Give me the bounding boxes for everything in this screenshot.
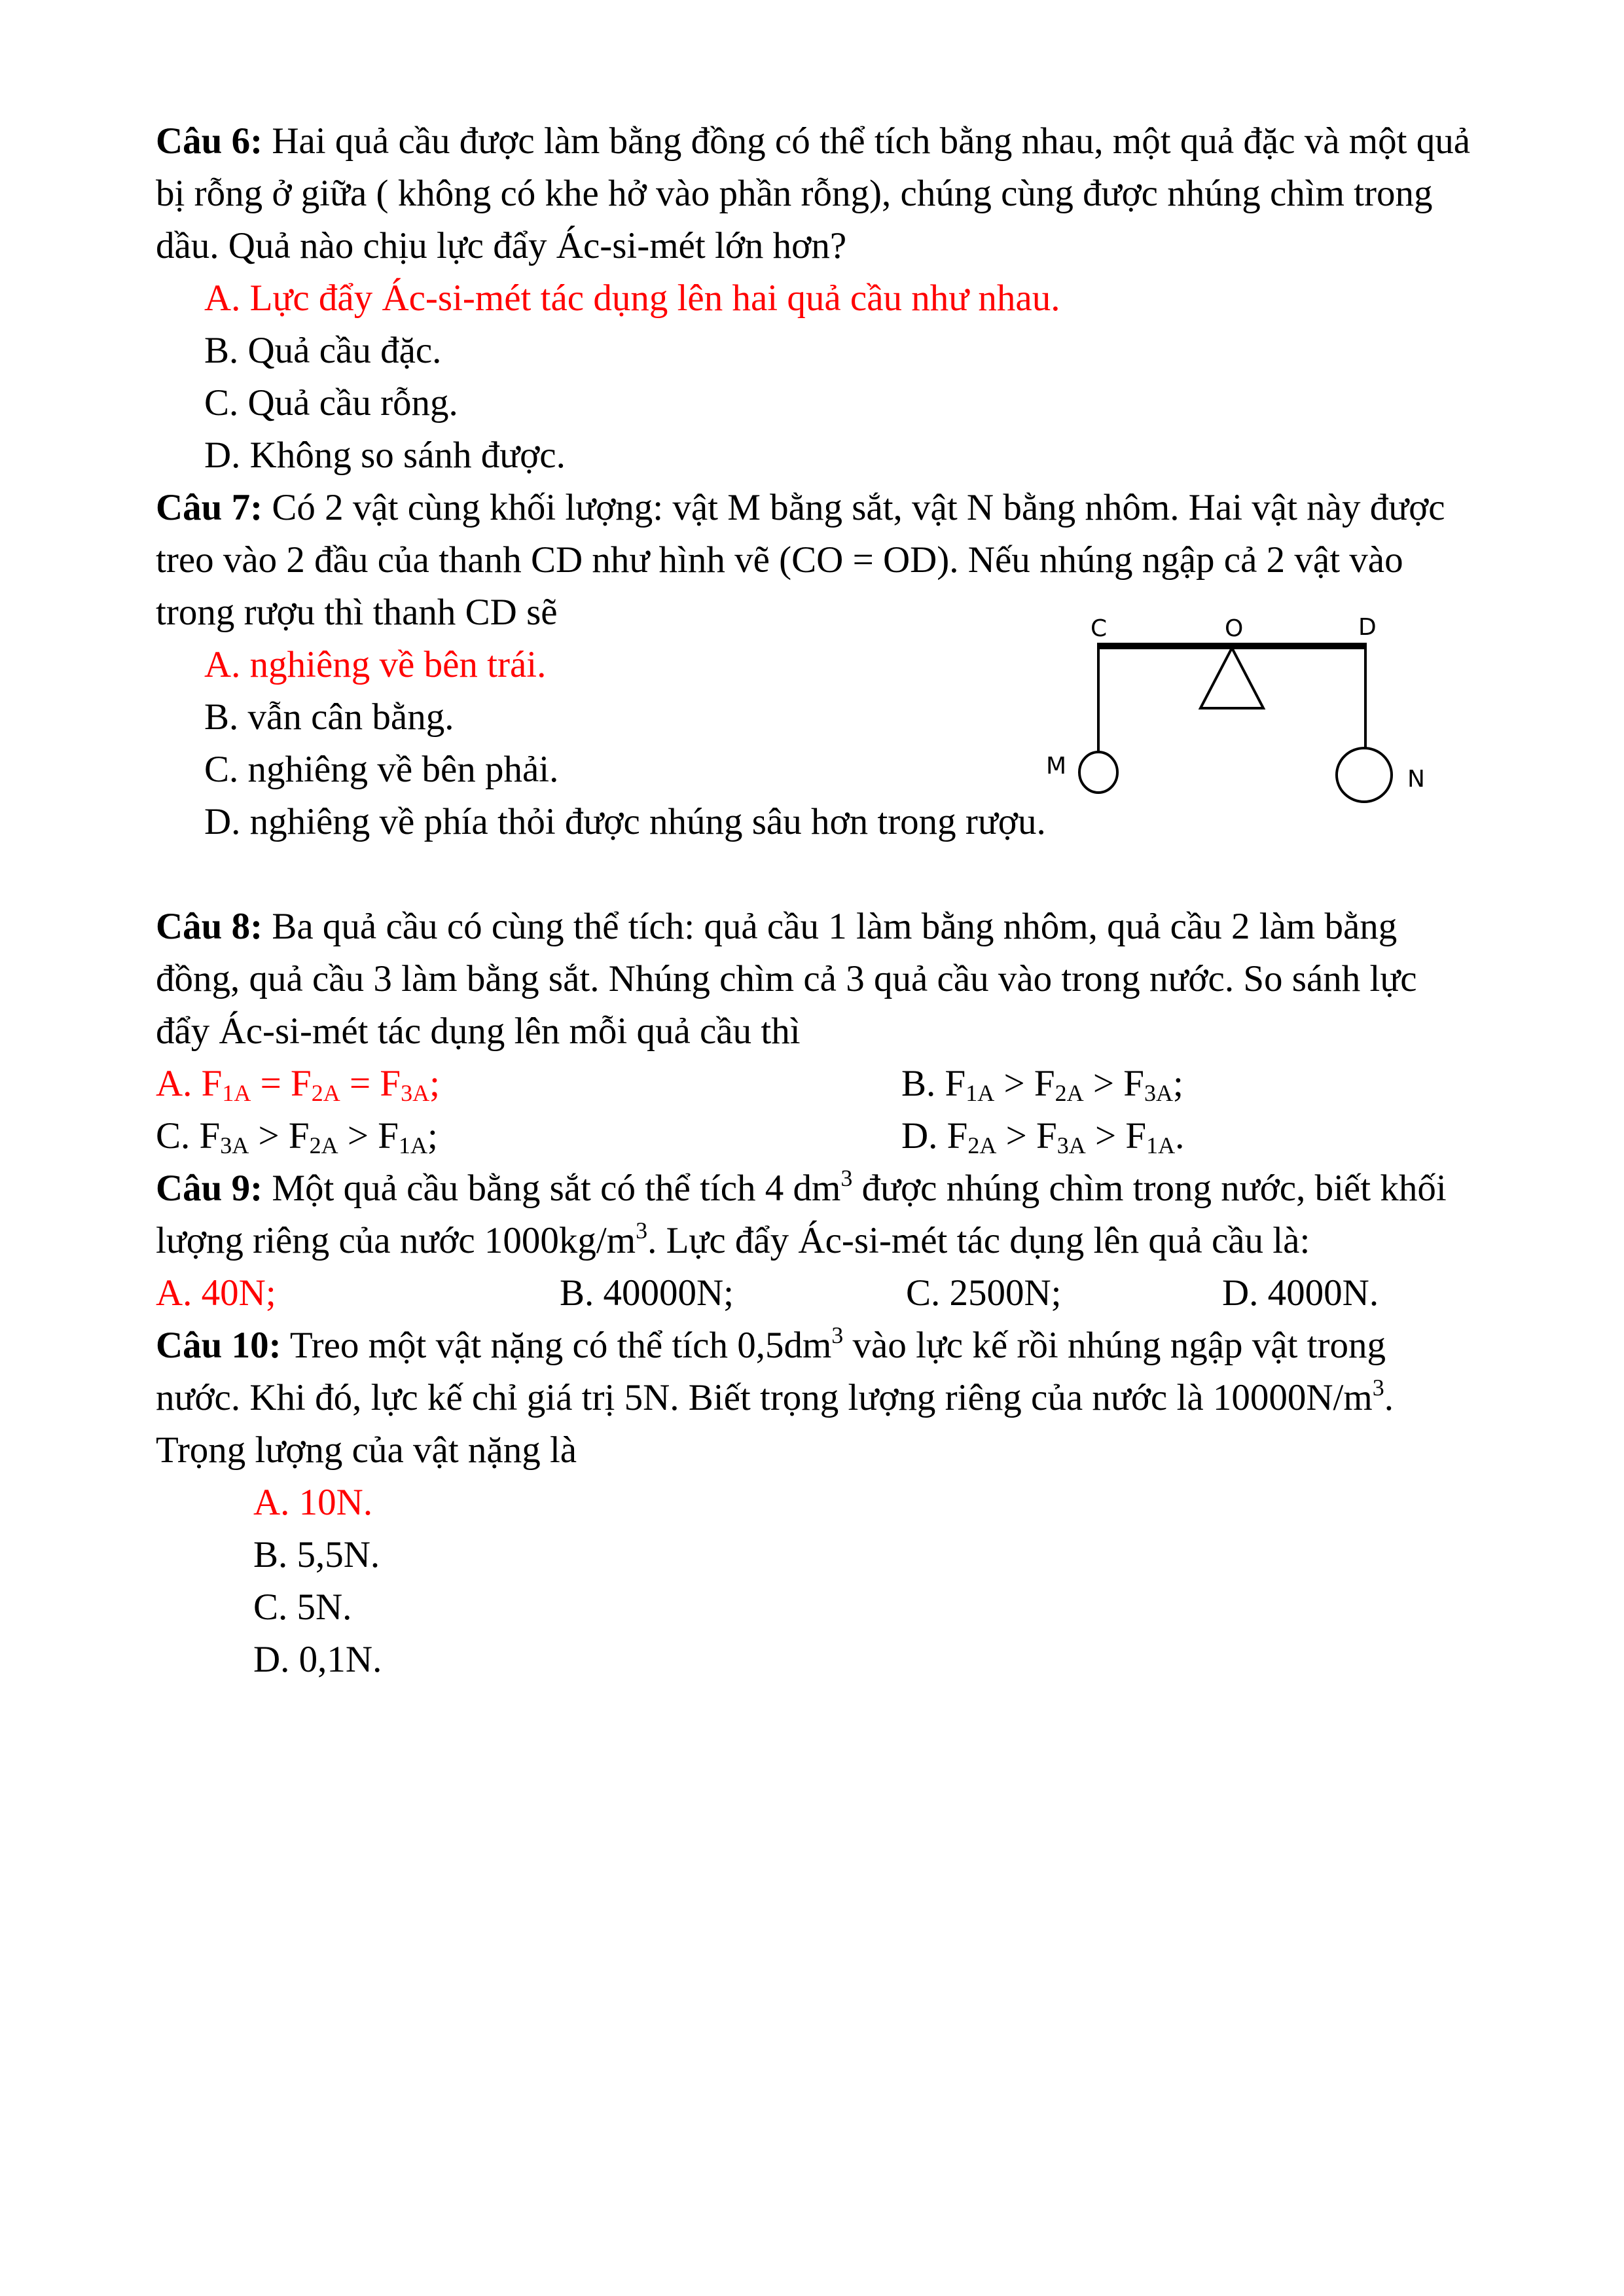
question-9-stem-line-2: lượng riêng của nước $1000kg/m^3$. Lực đẩy Ác-si-mét tác dụng lên quả cầu là: — [156, 1217, 1310, 1261]
question-6-label: Câu 6: — [156, 120, 263, 162]
label-o: O — [1225, 615, 1244, 642]
question-6-option-b: B. Quả cầu đặc. — [204, 330, 442, 371]
question-10-label: Câu 10: — [156, 1325, 281, 1366]
question-6-option-c: C. Quả cầu rỗng. — [204, 382, 458, 423]
question-6-stem-line-2: bị rỗng ở giữa ( không có khe hở vào phần rỗng), chúng cùng được nhúng chìm trong — [156, 173, 1433, 214]
question-7-stem-line-1: Câu 7: Có 2 vật cùng khối lượng: vật M bằng sắt, vật N bằng nhôm. Hai vật này được — [156, 487, 1445, 528]
question-9-option-d: D. 4000N. — [1222, 1272, 1379, 1314]
question-10-option-a: A. 10N. — [253, 1482, 373, 1523]
question-10-stem-line-1: Câu 10: Treo một vật nặng có thể tích $0,5dm^3$ vào lực kế rồi nhúng ngập vật trong — [156, 1322, 1386, 1366]
question-7-option-c: C. nghiêng về bên phải. — [204, 749, 559, 790]
question-6-option-d: D. Không so sánh được. — [204, 435, 566, 476]
lever-bar — [1097, 643, 1367, 649]
question-10-option-d: D. 0,1N. — [253, 1639, 382, 1680]
question-9-option-a: A. 40N; — [156, 1272, 276, 1314]
question-7-stem-line-3: trong rượu thì thanh CD sẽ — [156, 592, 558, 633]
question-7-stem-line-2: treo vào 2 đầu của thanh CD như hình vẽ (CO = OD). Nếu nhúng ngập cả 2 vật vào — [156, 539, 1403, 581]
question-7-label: Câu 7: — [156, 487, 263, 528]
question-6-stem-line-1: Câu 6: Hai quả cầu được làm bằng đồng có thể tích bằng nhau, một quả đặc và một quả — [156, 120, 1471, 162]
question-10-stem-line-2: nước. Khi đó, lực kế chỉ giá trị 5N. Biết trọng lượng riêng của nước là $10000N/m^3$. — [156, 1374, 1394, 1418]
sphere-m — [1079, 752, 1117, 793]
question-8-stem-line-1: Câu 8: Ba quả cầu có cùng thể tích: quả cầu 1 làm bằng nhôm, quả cầu 2 làm bằng — [156, 906, 1398, 947]
question-10-option-b: B. 5,5N. — [253, 1534, 380, 1575]
question-6-stem-line-3: dầu. Quả nào chịu lực đẩy Ác-si-mét lớn hơn? — [156, 225, 847, 266]
label-m: M — [1046, 753, 1067, 780]
question-10-option-c: C. 5N. — [253, 1587, 352, 1628]
question-8-stem-line-3: đẩy Ác-si-mét tác dụng lên mỗi quả cầu thì — [156, 1011, 801, 1052]
question-6-option-a: A. Lực đẩy Ác-si-mét tác dụng lên hai quả cầu như nhau. — [204, 278, 1060, 319]
question-9-stem-line-1: Câu 9: Một quả cầu bằng sắt có thể tích 4 $dm^3$ được nhúng chìm trong nước, biết khối — [156, 1165, 1447, 1209]
question-9-label: Câu 9: — [156, 1168, 263, 1209]
question-7-option-d: D. nghiêng về phía thỏi được nhúng sâu hơn trong rượu. — [204, 801, 1046, 842]
question-8-stem-line-2: đồng, quả cầu 3 làm bằng sắt. Nhúng chìm cả 3 quả cầu vào trong nước. So sánh lực — [156, 958, 1417, 999]
question-8-option-d: D. $F_{2A} > F_{3A} > F_{1A}$. — [901, 1115, 1185, 1158]
label-n: N — [1407, 766, 1425, 793]
label-c: C — [1091, 615, 1108, 642]
question-7-option-b: B. vẫn cân bằng. — [204, 696, 454, 738]
question-10-stem-line-3: Trọng lượng của vật nặng là — [156, 1429, 577, 1471]
sphere-n — [1337, 748, 1392, 802]
question-7-option-a: A. nghiêng về bên trái. — [204, 644, 547, 685]
fulcrum-triangle — [1200, 648, 1263, 708]
question-8-option-c: C. $F_{3A} > F_{2A} > F_{1A}$; — [156, 1115, 438, 1158]
question-9-option-c: C. 2500N; — [906, 1272, 1062, 1314]
question-8-option-a: A. $F_{1A} = F_{2A} = F_{3A}$; — [156, 1063, 440, 1106]
question-8-option-b: B. $F_{1A} > F_{2A} > F_{3A}$; — [901, 1063, 1183, 1106]
label-d: D — [1358, 614, 1377, 641]
question-8-label: Câu 8: — [156, 906, 263, 947]
question-9-option-b: B. 40000N; — [560, 1272, 734, 1314]
